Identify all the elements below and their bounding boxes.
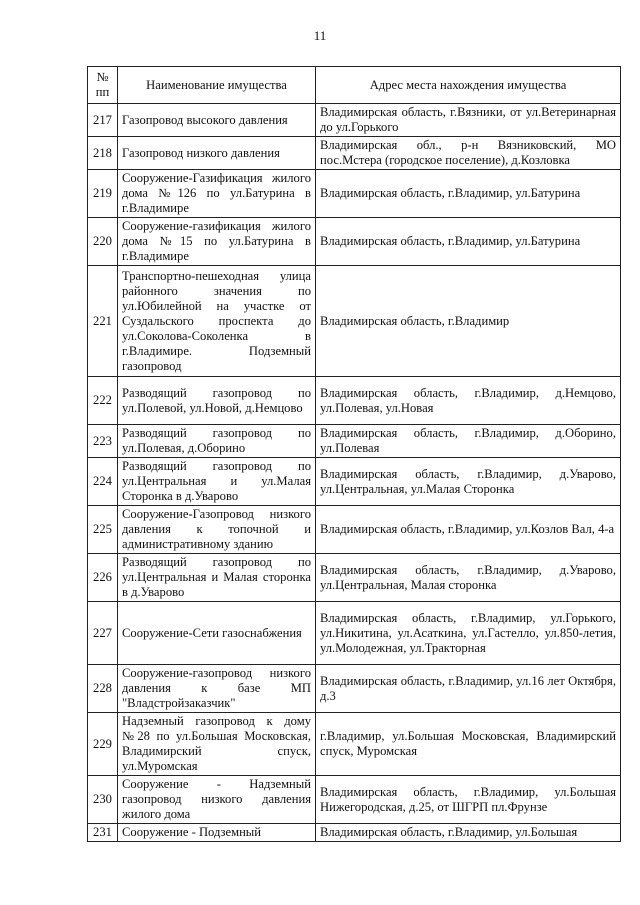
row-name: Надземный газопровод к дому №28 по ул.Большая Московская, Владимирский спуск, ул.Муромская [118, 713, 316, 776]
row-num: 228 [88, 665, 118, 713]
row-name: Разводящий газопровод по ул.Центральная и Малая сторонка в д.Уварово [118, 554, 316, 602]
row-address: Владимирская область, г.Владимир, д.Оборино, ул.Полевая [316, 425, 621, 458]
row-num: 227 [88, 602, 118, 665]
header-address: Адрес места нахождения имущества [316, 67, 621, 104]
row-num: 223 [88, 425, 118, 458]
row-address: Владимирская область, г.Владимир, ул.16 лет Октября, д.3 [316, 665, 621, 713]
table-row [88, 266, 621, 377]
row-num: 218 [88, 137, 118, 170]
header-name: Наименование имущества [118, 67, 316, 104]
row-name: Сооружение - Надземный газопровод низкого давления жилого дома [118, 776, 316, 824]
row-name: Разводящий газопровод по ул.Полевой, ул.Новой, д.Немцово [118, 377, 316, 425]
row-address: Владимирская область, г.Владимир, д.Немцово, ул.Полевая, ул.Новая [316, 377, 621, 425]
row-address: Владимирская область, г.Вязники, от ул.Ветеринарная до ул.Горького [316, 104, 621, 137]
row-address: Владимирская область, г.Владимир, ул.Козлов Вал, 4-а [316, 506, 621, 554]
row-name: Сооружение-Газификация жилого дома №126 по ул.Батурина в г.Владимире [118, 170, 316, 218]
row-num: 224 [88, 458, 118, 506]
row-name: Газопровод высокого давления [118, 104, 316, 137]
table-row [88, 377, 621, 425]
table-row [88, 137, 621, 170]
row-num: 226 [88, 554, 118, 602]
row-address: Владимирская область, г.Владимир, ул.Большая [316, 824, 621, 842]
table-row [88, 458, 621, 506]
row-num: 220 [88, 218, 118, 266]
row-num: 225 [88, 506, 118, 554]
table-row [88, 554, 621, 602]
row-address: Владимирская обл., р-н Вязниковский, МО пос.Мстера (городское поселение), д.Козловка [316, 137, 621, 170]
row-address: Владимирская область, г.Владимир, д.Уварово, ул.Центральная, Малая сторонка [316, 554, 621, 602]
row-num: 217 [88, 104, 118, 137]
table-row [88, 602, 621, 665]
row-name: Сооружение-Газопровод низкого давления к топочной и административному зданию [118, 506, 316, 554]
table-row [88, 104, 621, 137]
row-name: Разводящий газопровод по ул.Полевая, д.Оборино [118, 425, 316, 458]
row-num: 219 [88, 170, 118, 218]
row-address: г.Владимир, ул.Большая Московская, Владимирский спуск, Муромская [316, 713, 621, 776]
header-num: № пп [88, 67, 118, 104]
table-header-row [88, 67, 621, 104]
row-name: Сооружение-газопровод низкого давления к базе МП "Владстройзаказчик" [118, 665, 316, 713]
table-row [88, 170, 621, 218]
row-name: Газопровод низкого давления [118, 137, 316, 170]
row-address: Владимирская область, г.Владимир, ул.Батурина [316, 170, 621, 218]
row-address: Владимирская область, г.Владимир, д.Уварово, ул.Центральная, ул.Малая Сторонка [316, 458, 621, 506]
row-num: 229 [88, 713, 118, 776]
row-address: Владимирская область, г.Владимир, ул.Большая Нижегородская, д.25, от ШГРП пл.Фрунзе [316, 776, 621, 824]
property-table [87, 66, 621, 842]
row-address: Владимирская область, г.Владимир [316, 266, 621, 377]
row-name: Сооружение-Сети газоснабжения [118, 602, 316, 665]
table-row [88, 506, 621, 554]
table-row [88, 665, 621, 713]
row-name: Транспортно-пешеходная улица районного значения по ул.Юбилейной на участке от Суздальского проспекта до ул.Соколова-Соколенка в г.Владимире. Подземный газопровод [118, 266, 316, 377]
row-num: 221 [88, 266, 118, 377]
page-number: 11 [313, 28, 327, 43]
table-row [88, 218, 621, 266]
row-name: Сооружение-газификация жилого дома №15 по ул.Батурина в г.Владимире [118, 218, 316, 266]
row-num: 231 [88, 824, 118, 842]
row-name: Разводящий газопровод по ул.Центральная и ул.Малая Сторонка в д.Уварово [118, 458, 316, 506]
row-num: 230 [88, 776, 118, 824]
table-row [88, 824, 621, 842]
row-num: 222 [88, 377, 118, 425]
table-row [88, 713, 621, 776]
table-row [88, 776, 621, 824]
table-row [88, 425, 621, 458]
row-address: Владимирская область, г.Владимир, ул.Горького, ул.Никитина, ул.Асаткина, ул.Гастелло, ул.850-летия, ул.Молодежная, ул.Тракторная [316, 602, 621, 665]
row-name: Сооружение - Подземный [118, 824, 316, 842]
row-address: Владимирская область, г.Владимир, ул.Батурина [316, 218, 621, 266]
